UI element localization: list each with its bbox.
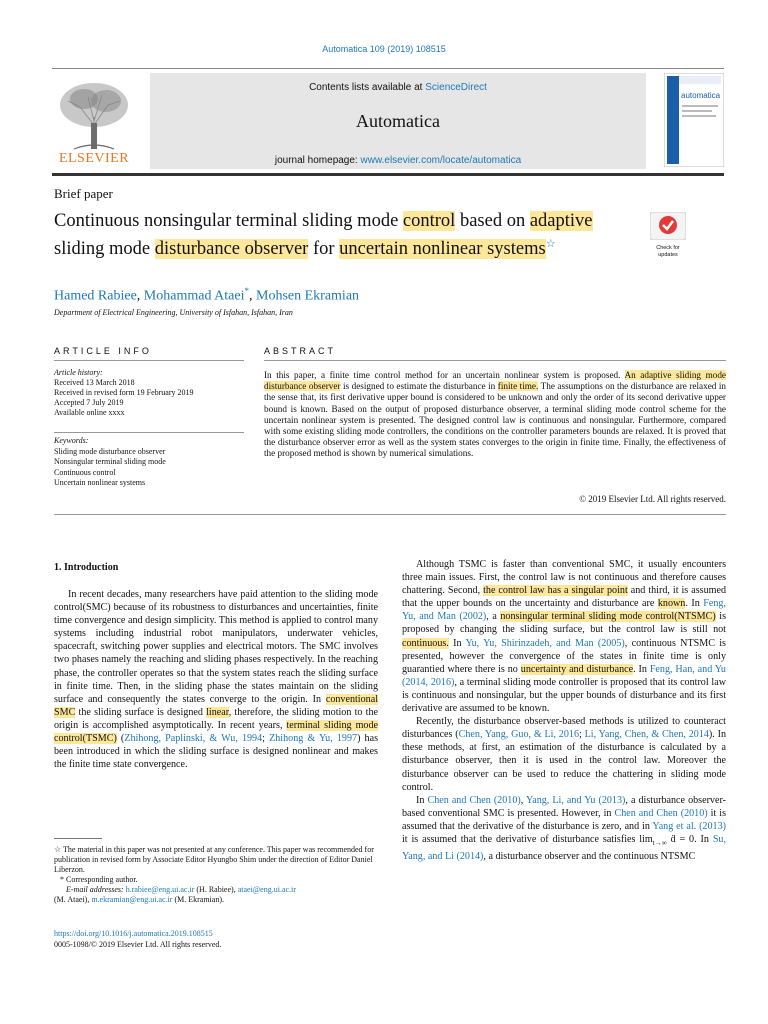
keywords xyxy=(54,436,166,489)
history-label: Article history: xyxy=(54,368,103,377)
author-link[interactable]: Hamed Rabiee xyxy=(54,288,137,304)
abstract-body xyxy=(264,370,726,460)
body-text: , a disturbance observer-based conventional SMC is presented. However, in xyxy=(402,794,726,819)
citation-link[interactable]: Chen and Chen (2010) xyxy=(427,794,521,806)
body-text: . In xyxy=(685,598,704,610)
body-text: ( xyxy=(116,733,125,745)
body-highlight: nonsingular terminal sliding mode control(NTSMC) xyxy=(500,611,716,623)
citation-link[interactable]: Yu, Yu, Shirinzadeh, and Man (2005) xyxy=(465,637,625,649)
email-link[interactable]: m.ekramian@eng.ui.ac.ir xyxy=(91,895,173,904)
citation-link[interactable]: Zhihong, Paplinski, & Wu, 1994 xyxy=(124,733,263,745)
history-item: Received in revised form 19 February 2019 xyxy=(54,388,194,397)
keyword-item: Sliding mode disturbance observer xyxy=(54,446,166,456)
keyword-item: Continuous control xyxy=(54,467,116,477)
footnote-text: (H. Rabiee), xyxy=(194,885,238,894)
footnote xyxy=(54,845,378,875)
title-highlight: control xyxy=(402,211,456,231)
citation-link[interactable]: Yang, Li, and Yu (2013) xyxy=(525,794,626,806)
article-info-heading: ARTICLE INFO xyxy=(54,346,152,356)
math-subscript: t→∞ xyxy=(652,838,667,847)
citation-link[interactable]: Feng, Han, and Yu (2014, 2016) xyxy=(402,663,726,688)
body-highlight: known xyxy=(657,598,686,610)
body-text: ; xyxy=(579,729,585,741)
intro-column-right xyxy=(402,558,726,863)
contents-prefix: Contents lists available at xyxy=(309,82,426,93)
abstract-text: The assumptions on the disturbance are relaxed in the sense that, its first derivative upper bound is considered to be unknown and only the order of its second derivative upper bound is known. Based on the output of proposed disturbance observer, a terminal sliding mode control scheme for the uncertain nonlinear system is presented. The designed control law is continuous and nonsingular. Furthermore, compared with some existing sliding mode controllers, the conditions on the controller parameters bounds are relaxed. It is proved that the disturbance observer error as well as the system states converges to the origin in finite time. Finally, the effectiveness of the proposed method is shown by numerical simulations. xyxy=(264,381,727,459)
abstract-text: is designed to estimate the disturbance in xyxy=(340,381,498,392)
title-part: sliding mode xyxy=(54,239,155,260)
publisher-logo-text: ELSEVIER xyxy=(58,151,130,166)
footnote-text: (M. Ataei), xyxy=(54,895,92,904)
homepage-link[interactable]: www.elsevier.com/locate/automatica xyxy=(360,155,522,166)
keyword-item: Uncertain nonlinear systems xyxy=(54,478,146,487)
history-item: Received 13 March 2018 xyxy=(54,378,135,387)
body-text: ). In these methods, at first, an estimation of the disturbance is calculated by a disturbance observer, then it is used in the control law. Moreover the disturbance observer can be used to reduce the chattering in sliding mode control. xyxy=(402,729,727,793)
doi-link[interactable]: https://doi.org/10.1016/j.automatica.2019.108515 xyxy=(54,929,213,938)
footnote-mark: * xyxy=(60,875,64,884)
body-text: ḋ = 0. In xyxy=(666,833,713,845)
title-part: Continuous nonsingular terminal sliding mode xyxy=(54,211,403,231)
crossmark-line1: Check for xyxy=(656,245,680,251)
divider xyxy=(54,514,726,515)
footnote-divider xyxy=(54,838,102,839)
body-text: is proposed by changing the sliding surface, but the control law is still not xyxy=(402,611,727,636)
body-text: and third, it is assumed that the upper bounds on the uncertainty and disturbance are xyxy=(402,585,726,610)
cover-title: automatica xyxy=(681,91,721,100)
body-highlight: terminal sliding mode control(TSMC) xyxy=(54,719,378,745)
citation-link[interactable]: Yang et al. (2013) xyxy=(652,820,726,832)
email-label: E-mail addresses: xyxy=(66,885,124,894)
keyword-item: Nonsingular terminal sliding mode xyxy=(54,457,166,466)
paragraph xyxy=(402,794,726,863)
homepage-prefix: journal homepage: xyxy=(274,155,361,166)
history-item: Available online xxxx xyxy=(54,408,125,417)
body-text: , a xyxy=(486,611,501,623)
crossmark-icon xyxy=(650,212,686,240)
affiliation: Department of Electrical Engineering, University of Isfahan, Isfahan, Iran xyxy=(54,308,293,317)
body-text: , xyxy=(520,794,526,806)
sciencedirect-link[interactable]: ScienceDirect xyxy=(425,82,487,93)
journal-masthead xyxy=(52,68,724,176)
author-link[interactable]: Mohammad Ataei xyxy=(143,288,245,304)
footnotes xyxy=(54,845,378,905)
body-highlight: conventional SMC xyxy=(54,693,378,718)
body-text: the sliding surface is designed xyxy=(75,706,207,718)
body-text: Recently, the disturbance observer-based methods is utilized to counteract disturbances ( xyxy=(402,716,726,741)
body-highlight: the control law has a singular point xyxy=(483,585,628,597)
check-for-updates-badge[interactable] xyxy=(650,212,686,256)
divider xyxy=(264,360,726,361)
body-text: In xyxy=(448,637,466,649)
title-highlight: uncertain nonlinear systems xyxy=(339,239,546,260)
abstract-highlight: finite time. xyxy=(497,381,539,392)
body-text: In recent decades, many researchers have paid attention to the sliding mode control(SMC) because of its robustness to disturbances and uncertainties, finite time convergence and design simplicity. This method is applied to control many systems including industrial robot manipulators, underwater vehicles, spacecraft, switching power supplies and electrical motors. The SMC involves two phases namely the reaching and sliding phases respectively. In the reaching phase, the controller operates so that the system states reach the sliding surface in finite time. Then, in the sliding phase the states maintain on the sliding surface and consequently the states converge to the origin. In xyxy=(54,589,378,705)
intro-column-left xyxy=(54,588,378,771)
body-highlight: uncertainty and disturbance xyxy=(520,663,634,675)
article-title xyxy=(54,210,624,261)
body-text: it is assumed that the derivative of the disturbance is zero, and in xyxy=(402,807,727,832)
footnote-text: Corresponding author. xyxy=(64,875,138,884)
footnote-text: (M. Ekramian). xyxy=(172,895,224,904)
title-highlight: adaptive xyxy=(529,211,593,231)
journal-reference-link[interactable]: Automatica 109 (2019) 108515 xyxy=(322,44,446,54)
body-text: , continuous NTSMC is presented, however the convergence of the states in finite time is only guarantied where there is no xyxy=(402,637,726,675)
citation-link[interactable]: Su, Yang, and Li (2014) xyxy=(402,833,726,863)
citation-link[interactable]: Chen and Chen (2010) xyxy=(614,807,708,819)
body-highlight: linear xyxy=(206,706,229,718)
divider xyxy=(54,432,244,433)
citation-link[interactable]: Li, Yang, Chen, & Chen, 2014 xyxy=(584,729,709,741)
title-part: based on xyxy=(455,211,530,231)
body-text: Although TSMC is faster than conventional SMC, it usually encounters three main issues. First, the control law is not continuous and therefore causes chattering. Second, xyxy=(402,559,726,597)
body-highlight: continuous. xyxy=(402,637,449,649)
email-link[interactable]: ataei@eng.ui.ac.ir xyxy=(237,885,296,894)
author-list: Hamed Rabiee, Mohammad Ataei*, Mohsen Ekramian xyxy=(54,286,360,304)
paragraph xyxy=(402,715,726,794)
body-text: . In xyxy=(633,663,650,675)
email-link[interactable]: h.rabiee@eng.ui.ac.ir xyxy=(125,885,195,894)
section-heading: 1. Introduction xyxy=(54,562,119,573)
body-text: ; xyxy=(262,733,270,745)
journal-cover-image xyxy=(664,73,724,167)
crossmark-line2: updates xyxy=(658,252,678,258)
article-type: Brief paper xyxy=(54,186,113,201)
corresponding-mark[interactable]: * xyxy=(244,286,249,296)
citation-link[interactable]: Feng, Yu, and Man (2002) xyxy=(402,598,726,623)
abstract-heading: ABSTRACT xyxy=(264,346,337,356)
body-text: , a terminal sliding mode controller is proposed that its control law is continuous and nonsingular, but the upper bounds of disturbance and its first derivative are assumed to be known. xyxy=(402,676,726,715)
journal-name: Automatica xyxy=(356,111,440,131)
footnote xyxy=(54,885,378,895)
citation-link[interactable]: Chen, Yang, Guo, & Li, 2016 xyxy=(458,729,579,741)
title-part: for xyxy=(308,239,340,260)
body-text: ) has been introduced in which the sliding surface is designed nonlinear and makes the finite time state convergence. xyxy=(54,733,378,771)
history-item: Accepted 7 July 2019 xyxy=(54,398,124,407)
abstract-text: In this paper, a finite time control method for an uncertain nonlinear system is proposed. xyxy=(264,370,625,380)
title-highlight: disturbance observer xyxy=(154,239,309,260)
keywords-label: Keywords: xyxy=(54,436,89,445)
footnote-text: The material in this paper was not presented at any conference. This paper was recommended for publication in revised form by Associate Editor Hyungbo Shim under the direction of Editor Daniel Liberzon. xyxy=(54,845,374,874)
divider xyxy=(54,360,244,361)
homepage-line xyxy=(150,155,646,166)
masthead-banner xyxy=(150,73,646,169)
body-text: , therefore, the sliding motion to the origin is accomplished asymptotically. In recent years, xyxy=(54,706,378,731)
contents-line xyxy=(150,82,646,93)
copyright: © 2019 Elsevier Ltd. All rights reserved. xyxy=(579,494,726,504)
doi-block xyxy=(54,928,221,950)
author-link[interactable]: Mohsen Ekramian xyxy=(256,288,360,304)
body-text: In xyxy=(416,794,428,806)
crossmark-text xyxy=(650,245,686,259)
article-history xyxy=(54,368,194,418)
footnote xyxy=(54,875,378,885)
footnote xyxy=(54,895,378,905)
body-text: , a disturbance observer and the continuous NTSMC xyxy=(483,851,696,863)
citation-link[interactable]: Zhihong & Yu, 1997 xyxy=(269,733,358,745)
issn-line: 0005-1098/© 2019 Elsevier Ltd. All rights reserved. xyxy=(54,940,222,949)
title-footnote-mark[interactable]: ☆ xyxy=(545,238,556,250)
abstract-highlight: An adaptive sliding mode disturbance observer xyxy=(264,370,726,392)
cover-thumbnail-icon xyxy=(664,73,724,167)
body-text: it is assumed that the derivative of disturbance satisfies lim xyxy=(402,833,653,845)
elsevier-logo xyxy=(54,77,134,169)
paragraph xyxy=(402,558,726,715)
footnote-mark: ☆ xyxy=(54,845,62,854)
